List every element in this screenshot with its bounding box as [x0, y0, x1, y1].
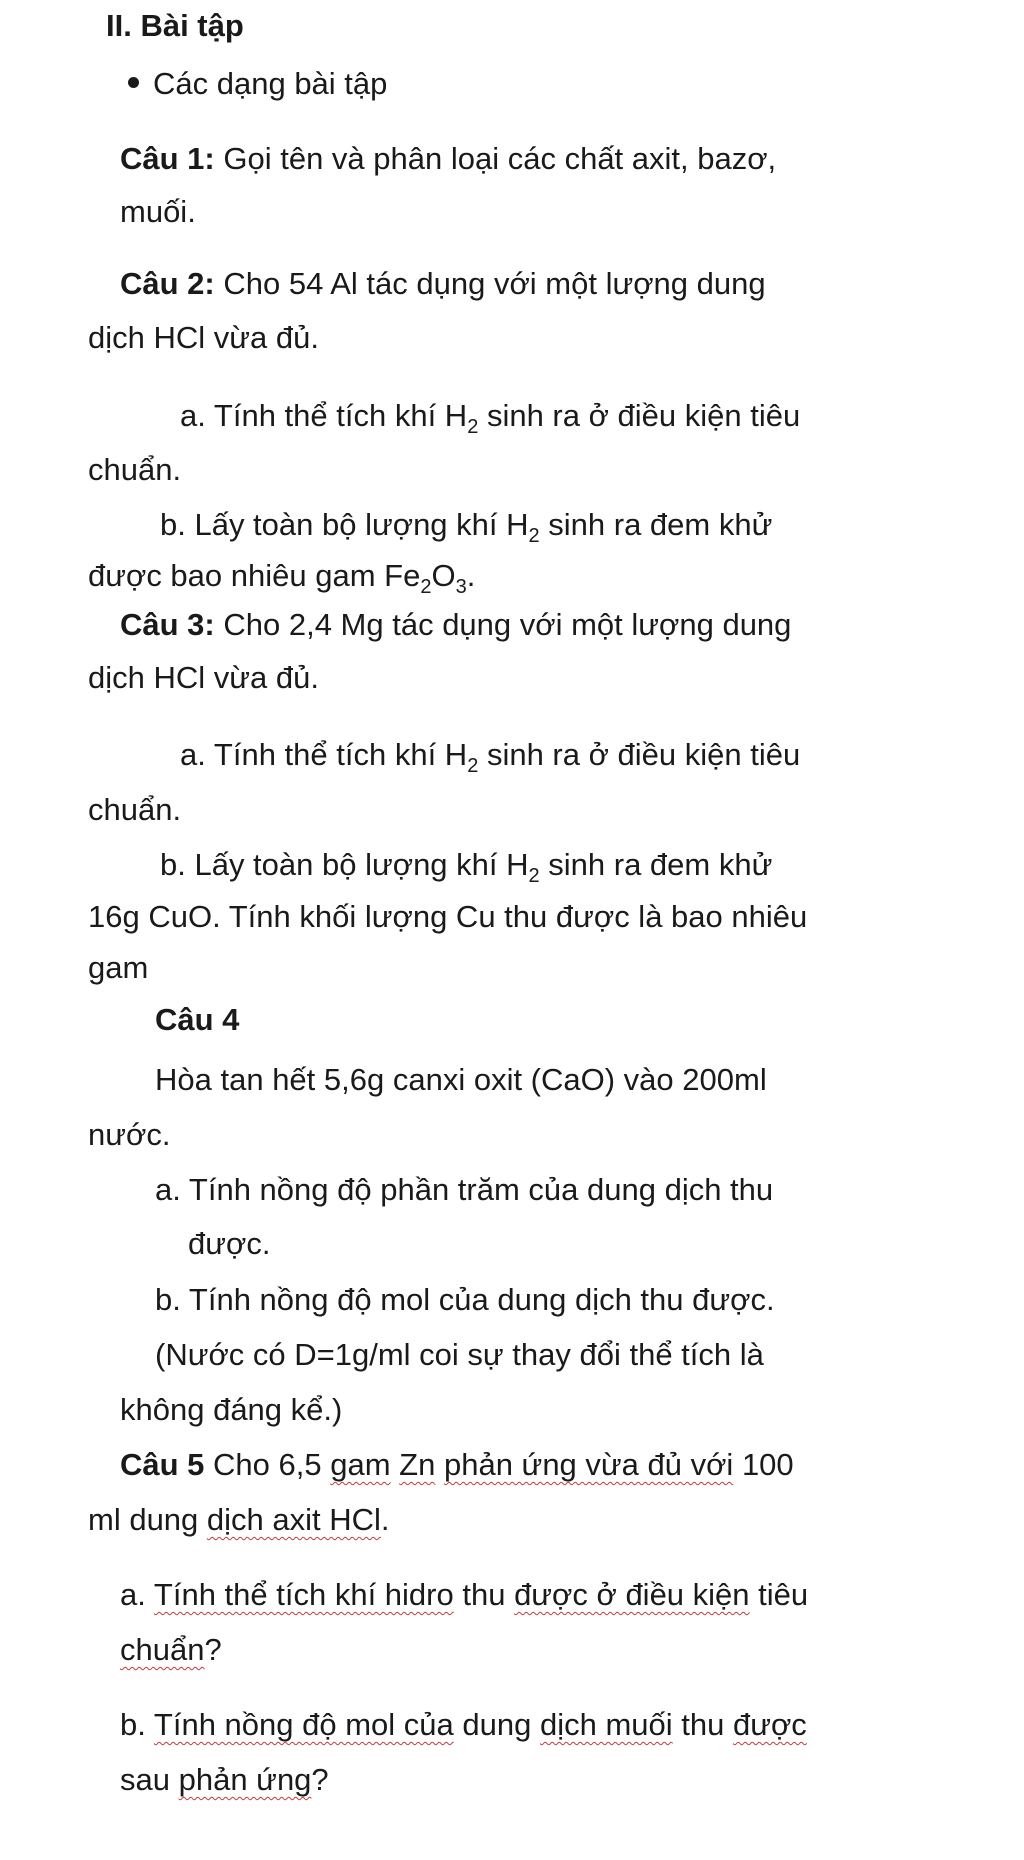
q5-a-text-2a: chuẩn — [120, 1632, 205, 1667]
q3-line-1 — [120, 607, 791, 643]
q5-b-text-f: được — [732, 1707, 807, 1742]
q5-a-text-a: a. — [120, 1577, 154, 1612]
q5-line-2 — [88, 1502, 390, 1538]
q2-a-text: a. Tính thể tích khí H — [180, 398, 468, 433]
q5-line-1 — [120, 1447, 794, 1483]
q2-b-text-2: được bao nhiêu gam Fe — [88, 558, 421, 593]
q5-b-line-2 — [120, 1762, 329, 1798]
q5-b-text-2c: ? — [311, 1762, 329, 1797]
q3-a-sub: 2 — [467, 755, 479, 777]
q4-note-text-2: không đáng kể.) — [120, 1392, 343, 1427]
q5-a-text-2b: ? — [204, 1632, 222, 1667]
q5-label: Câu 5 — [120, 1447, 205, 1482]
q3-a-text: a. Tính thể tích khí H — [180, 737, 468, 772]
q2-label: Câu 2: — [120, 266, 215, 301]
q3-a-line-1 — [180, 737, 801, 777]
q5-b-text-e: thu — [672, 1707, 733, 1742]
q5-b-line-1 — [120, 1707, 807, 1743]
q3-label: Câu 3: — [120, 607, 215, 642]
q5-b-text-b: Tính nồng độ mol của — [153, 1707, 454, 1742]
q1-label: Câu 1: — [120, 141, 215, 176]
q4-b-text: b. Tính nồng độ mol của dung dịch thu được. — [155, 1282, 775, 1317]
q3-b-text-post: sinh ra đem khử — [539, 847, 773, 882]
q5-space-1 — [391, 1447, 400, 1482]
q5-text-2b: dịch axit HCl — [206, 1502, 381, 1537]
subheading — [128, 66, 387, 102]
q2-text-1: Cho 54 Al tác dụng với một lượng dung — [214, 266, 766, 301]
q1-text-1: Gọi tên và phân loại các chất axit, bazơ, — [214, 141, 777, 176]
q5-a-text-d: được ở điều kiện — [514, 1577, 750, 1612]
q2-text-2: dịch HCl vừa đủ. — [88, 320, 319, 355]
q2-b-period: . — [466, 558, 476, 593]
q3-b-text-2: 16g CuO. Tính khối lượng Cu thu được là bao nhiêu — [88, 899, 808, 934]
q2-a-text-post: sinh ra ở điều kiện tiêu — [478, 398, 801, 433]
q3-a-text-2: chuẩn. — [88, 792, 182, 827]
q5-text-2a: ml dung — [88, 1502, 207, 1537]
q4-text-2: nước. — [88, 1117, 171, 1152]
q2-a-text-2: chuẩn. — [88, 452, 182, 487]
q1-line-1 — [120, 141, 776, 177]
q1-line-2 — [120, 194, 196, 230]
q4-a-line-1 — [155, 1172, 773, 1208]
q4-text-1: Hòa tan hết 5,6g canxi oxit (CaO) vào 200ml — [155, 1062, 767, 1097]
bullet-icon — [128, 77, 139, 88]
q5-text-1b: gam — [330, 1447, 391, 1482]
q3-b-text-3: gam — [88, 950, 149, 985]
q4-line-2 — [88, 1117, 170, 1153]
q3-b-line-2 — [88, 899, 807, 935]
q4-b-line-1 — [155, 1282, 775, 1318]
q2-line-2 — [88, 320, 319, 356]
q5-a-text-e: tiêu — [749, 1577, 809, 1612]
q2-b-sub-1: 2 — [420, 576, 432, 598]
q2-a-sub: 2 — [467, 416, 479, 438]
q2-b-oxygen: O — [431, 558, 456, 593]
q3-a-line-2 — [88, 792, 181, 828]
q2-b-text: b. Lấy toàn bộ lượng khí H — [160, 507, 529, 542]
q2-b-line-1 — [160, 507, 773, 547]
q5-text-1d: phản ứng vừa đủ với — [443, 1447, 734, 1482]
q4-line-1 — [155, 1062, 767, 1098]
q4-a-text-2: được. — [188, 1226, 271, 1261]
q4-a-line-2 — [188, 1226, 270, 1262]
q3-b-sub: 2 — [528, 865, 540, 887]
section-title — [106, 8, 244, 44]
q4-note-line-1 — [155, 1337, 764, 1373]
q5-a-line-2 — [120, 1632, 222, 1668]
q2-b-line-2 — [88, 558, 476, 598]
q4-note-text: (Nước có D=1g/ml coi sự thay đổi thể tích là — [155, 1337, 764, 1372]
q5-b-text-2b: phản ứng — [178, 1762, 312, 1797]
q5-space-2 — [435, 1447, 444, 1482]
q3-text-2: dịch HCl vừa đủ. — [88, 660, 319, 695]
q3-text-1: Cho 2,4 Mg tác dụng với một lượng dung — [214, 607, 792, 642]
q3-line-2 — [88, 660, 319, 696]
q2-a-line-2 — [88, 452, 181, 488]
q2-b-sub: 2 — [528, 525, 540, 547]
q4-a-text: a. Tính nồng độ phần trăm của dung dịch thu — [155, 1172, 774, 1207]
q5-a-text-c: thu — [453, 1577, 515, 1612]
q3-b-line-1 — [160, 847, 773, 887]
q5-b-text-2a: sau — [120, 1762, 179, 1797]
q2-b-text-post: sinh ra đem khử — [539, 507, 773, 542]
q5-a-text-b: Tính thể tích khí hidro — [153, 1577, 454, 1612]
q5-b-text-d: dịch muối — [539, 1707, 673, 1742]
q4-line-title — [155, 1002, 239, 1038]
q3-a-text-post: sinh ra ở điều kiện tiêu — [478, 737, 801, 772]
subheading-text: Các dạng bài tập — [153, 66, 388, 101]
q2-b-sub-2: 3 — [455, 576, 467, 598]
q5-text-2c: . — [380, 1502, 390, 1537]
q4-note-line-2 — [120, 1392, 342, 1428]
q5-text-1a: Cho 6,5 — [204, 1447, 331, 1482]
q3-b-text: b. Lấy toàn bộ lượng khí H — [160, 847, 529, 882]
q5-b-text-c: dung — [453, 1707, 540, 1742]
q3-b-line-3 — [88, 950, 148, 986]
q5-text-1e: 100 — [733, 1447, 794, 1482]
section-title-text: II. Bài tập — [106, 8, 244, 43]
q5-a-line-1 — [120, 1577, 808, 1613]
q5-text-1c: Zn — [399, 1447, 436, 1482]
q1-text-2: muối. — [120, 194, 196, 229]
q5-b-text-a: b. — [120, 1707, 154, 1742]
q4-label: Câu 4 — [155, 1002, 240, 1037]
q2-line-1 — [120, 266, 766, 302]
q2-a-line-1 — [180, 398, 801, 438]
